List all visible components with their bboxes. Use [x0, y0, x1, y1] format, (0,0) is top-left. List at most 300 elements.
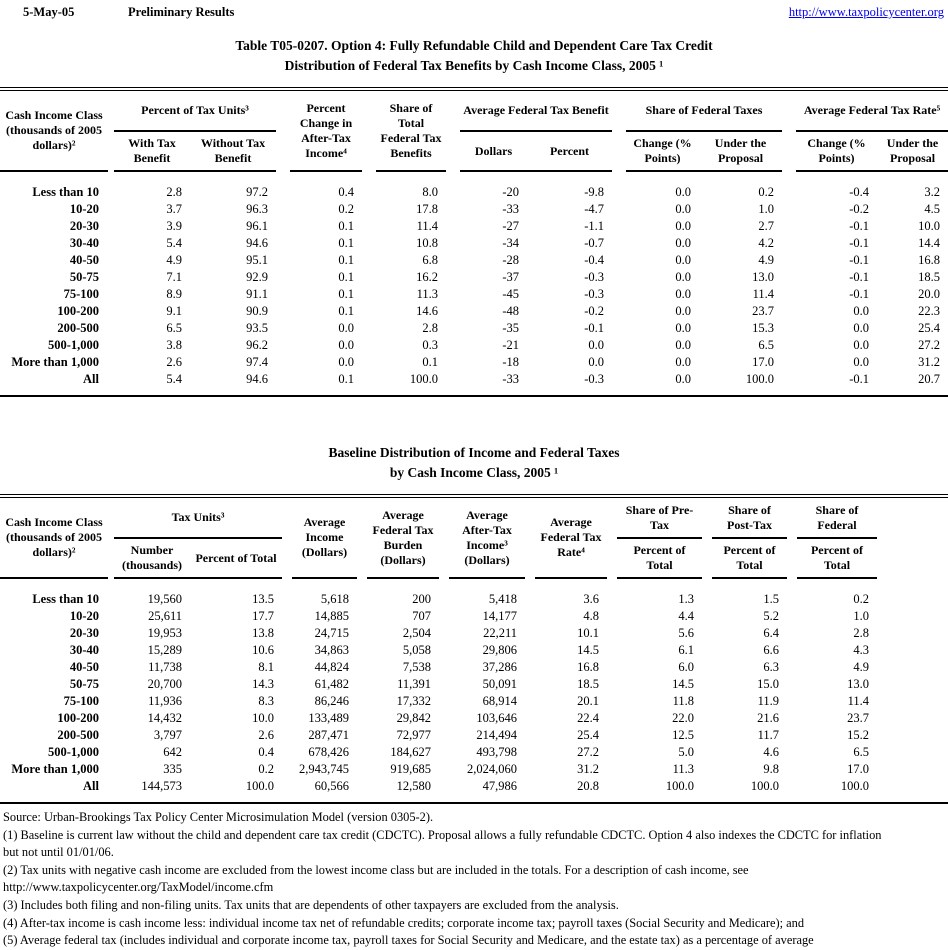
cell-value: 20.0	[918, 287, 941, 301]
spacer	[607, 498, 617, 578]
table-row	[0, 286, 948, 303]
spacer	[607, 710, 617, 727]
cell-value: 10.0	[918, 219, 941, 233]
page-header	[0, 5, 948, 23]
cell-value: 12,580	[396, 779, 431, 793]
cell-value: 25.4	[918, 321, 941, 335]
cell-value: 11.4	[847, 694, 869, 708]
cell-value: -27	[502, 219, 519, 233]
cell-value: 23.7	[847, 711, 869, 725]
spacer	[446, 269, 460, 286]
cell-value: 6.3	[763, 660, 779, 674]
col-header-income-class: Cash Income Class (thousands of 2005 dollars)²	[0, 498, 108, 578]
cell-value: 25.4	[577, 728, 599, 742]
cell-value: 2.6	[166, 355, 182, 369]
spacer	[357, 693, 367, 710]
spacer	[446, 286, 460, 303]
spacer	[607, 608, 617, 625]
cell-value: 11,738	[148, 660, 182, 674]
cell-value: 3.8	[166, 338, 182, 352]
table-row	[0, 744, 948, 761]
cell-value: -0.4	[849, 185, 870, 199]
spacer	[357, 642, 367, 659]
cell-value: 13.5	[252, 592, 274, 606]
row-label: 20-30	[69, 626, 99, 640]
col-header-avg-federal-tax-burden: Average Federal Tax Burden (Dollars)	[367, 498, 439, 578]
spacer	[782, 218, 796, 235]
spacer	[612, 218, 626, 235]
cell-value: 20.7	[918, 372, 941, 386]
cell-value: 0.0	[675, 219, 692, 233]
spacer	[612, 252, 626, 269]
spacer	[357, 727, 367, 744]
table-row	[0, 778, 948, 802]
spacer	[877, 608, 948, 625]
cell-value: 18.5	[577, 677, 599, 691]
cell-value: 11.9	[757, 694, 779, 708]
cell-value: 94.6	[246, 372, 268, 386]
spacer	[282, 498, 292, 578]
cell-value: -0.1	[849, 270, 870, 284]
spacer	[282, 625, 292, 642]
spacer	[362, 286, 376, 303]
spacer	[362, 91, 376, 171]
cell-value: 11,936	[148, 694, 182, 708]
cell-value: 61,482	[314, 677, 349, 691]
cell-value: -37	[502, 270, 519, 284]
cell-value: 97.2	[246, 185, 268, 199]
cell-value: 200	[412, 592, 431, 606]
cell-value: 31.2	[918, 355, 941, 369]
cell-value: 642	[163, 745, 182, 759]
spacer	[439, 642, 449, 659]
cell-value: 8.3	[258, 694, 274, 708]
spacer	[446, 303, 460, 320]
cell-value: 0.0	[338, 355, 354, 369]
spacer	[612, 320, 626, 337]
cell-value: -0.1	[849, 287, 870, 301]
spacer	[357, 676, 367, 693]
col-header-number-thousands: Number (thousands)	[114, 538, 190, 578]
cell-value: 100.0	[750, 779, 779, 793]
spacer	[612, 91, 626, 171]
cell-value: 4.6	[763, 745, 779, 759]
table-row	[0, 218, 948, 235]
spacer	[782, 354, 796, 371]
cell-value: 44,824	[314, 660, 349, 674]
table-row	[0, 676, 948, 693]
cell-value: -0.1	[849, 253, 870, 267]
spacer	[362, 235, 376, 252]
cell-value: 0.0	[588, 355, 605, 369]
cell-value: 6.5	[758, 338, 775, 352]
footnote-line: (1) Baseline is current law without the child and dependent care tax credit (CDCTC). Proposal allows a fully refundable CDCTC. Option 4 also indexes the CDCTC for inflation	[3, 827, 882, 842]
footnotes	[0, 809, 948, 950]
table-row	[0, 371, 948, 395]
footnote-line: http://www.taxpolicycenter.org/TaxModel/income.cfm	[3, 880, 274, 895]
col-group-share-pre-tax: Share of Pre-Tax	[617, 498, 702, 538]
cell-value: 6.4	[763, 626, 779, 640]
cell-value: 0.0	[675, 355, 692, 369]
row-label: All	[83, 372, 99, 386]
cell-value: 287,471	[308, 728, 349, 742]
cell-value: -0.3	[584, 270, 605, 284]
benefits-table-wrap	[0, 87, 948, 397]
cell-value: 22,211	[483, 626, 517, 640]
cell-value: 2.6	[258, 728, 274, 742]
table-row	[0, 337, 948, 354]
table-row	[0, 303, 948, 320]
spacer	[612, 171, 626, 201]
spacer	[362, 218, 376, 235]
cell-value: 22.0	[672, 711, 694, 725]
cell-value: 100.0	[745, 372, 775, 386]
row-label: 30-40	[69, 643, 99, 657]
row-label: Less than 10	[32, 185, 99, 199]
spacer	[877, 625, 948, 642]
col-header-avg-after-tax-income: Average After-Tax Income³ (Dollars)	[449, 498, 525, 578]
header-row-groups	[0, 498, 948, 538]
cell-value: 0.0	[675, 202, 692, 216]
cell-value: 90.9	[246, 304, 268, 318]
row-label: 10-20	[69, 202, 99, 216]
site-link[interactable]: http://www.taxpolicycenter.org	[788, 5, 944, 19]
cell-value: 16.8	[918, 253, 941, 267]
cell-value: 22.3	[918, 304, 941, 318]
cell-value: 0.0	[675, 185, 692, 199]
spacer	[439, 608, 449, 625]
cell-value: 0.0	[675, 338, 692, 352]
cell-value: 11.4	[752, 287, 775, 301]
spacer	[276, 371, 290, 395]
spacer	[439, 727, 449, 744]
cell-value: -18	[502, 355, 519, 369]
col-header-with-tax-benefit: With Tax Benefit	[114, 131, 190, 171]
spacer	[276, 218, 290, 235]
cell-value: 14,177	[482, 609, 517, 623]
cell-value: 4.8	[583, 609, 599, 623]
spacer	[276, 269, 290, 286]
spacer	[612, 354, 626, 371]
cell-value: 25,611	[148, 609, 182, 623]
col-header-under-proposal: Under the Proposal	[877, 131, 948, 171]
cell-value: 13.8	[252, 626, 274, 640]
cell-value: 92.9	[246, 270, 268, 284]
cell-value: 4.9	[758, 253, 775, 267]
spacer	[446, 320, 460, 337]
spacer	[607, 727, 617, 744]
cell-value: 20.8	[577, 779, 599, 793]
cell-value: 4.9	[853, 660, 869, 674]
cell-value: -0.1	[849, 236, 870, 250]
cell-value: 96.2	[246, 338, 268, 352]
spacer	[439, 778, 449, 802]
cell-value: 0.0	[675, 270, 692, 284]
spacer	[702, 642, 712, 659]
footnote-line: (3) Includes both filing and non-filing units. Tax units that are dependents of other taxpayers are excluded from the analysis.	[3, 897, 619, 912]
spacer	[787, 727, 797, 744]
cell-value: 4.3	[853, 643, 869, 657]
spacer	[782, 371, 796, 395]
col-header-income-class: Cash Income Class (thousands of 2005 dollars)²	[0, 91, 108, 171]
col-header-avg-income: Average Income (Dollars)	[292, 498, 357, 578]
spacer	[282, 710, 292, 727]
cell-value: 0.1	[338, 287, 354, 301]
col-header-change-points: Change (% Points)	[626, 131, 699, 171]
cell-value: 2.8	[422, 321, 438, 335]
cell-value: 12.5	[672, 728, 694, 742]
cell-value: 72,977	[396, 728, 431, 742]
spacer	[362, 303, 376, 320]
cell-value: 0.0	[588, 338, 605, 352]
cell-value: 0.4	[258, 745, 274, 759]
cell-value: 96.1	[246, 219, 268, 233]
spacer	[446, 337, 460, 354]
spacer	[787, 642, 797, 659]
spacer	[877, 498, 948, 578]
spacer	[782, 252, 796, 269]
cell-value: 20,700	[147, 677, 182, 691]
spacer	[877, 676, 948, 693]
cell-value: 6.0	[678, 660, 694, 674]
table-row	[0, 201, 948, 218]
cell-value: 31.2	[577, 762, 599, 776]
cell-value: -21	[502, 338, 519, 352]
cell-value: -33	[502, 202, 519, 216]
spacer	[607, 578, 617, 608]
cell-value: 50,091	[482, 677, 517, 691]
cell-value: 14,432	[147, 711, 182, 725]
baseline-table	[0, 498, 948, 802]
cell-value: 0.0	[675, 321, 692, 335]
cell-value: 144,573	[141, 779, 182, 793]
cell-value: 919,685	[390, 762, 431, 776]
cell-value: 2.8	[853, 626, 869, 640]
row-label: More than 1,000	[11, 355, 99, 369]
cell-value: -33	[502, 372, 519, 386]
spacer	[276, 337, 290, 354]
cell-value: 5.4	[166, 372, 182, 386]
footnote-line: (2) Tax units with negative cash income are excluded from the lowest income class but are included in the totals. For a description of cash income, see	[3, 862, 749, 877]
spacer	[702, 578, 712, 608]
footnote-line: but not until 01/01/06.	[3, 845, 114, 860]
cell-value: 4.4	[678, 609, 694, 623]
spacer	[446, 354, 460, 371]
spacer	[782, 235, 796, 252]
col-header-share-total-benefits: Share of Total Federal Tax Benefits	[376, 91, 446, 171]
cell-value: 100.0	[840, 779, 869, 793]
cell-value: 100.0	[665, 779, 694, 793]
spacer	[607, 642, 617, 659]
spacer	[525, 578, 535, 608]
cell-value: 0.1	[338, 253, 354, 267]
spacer	[607, 761, 617, 778]
spacer	[612, 337, 626, 354]
row-label: 40-50	[69, 660, 99, 674]
cell-value: 2.7	[758, 219, 775, 233]
cell-value: 14.5	[577, 643, 599, 657]
col-header-pct-change-after-tax: Percent Change in After-Tax Income⁴	[290, 91, 362, 171]
spacer	[782, 201, 796, 218]
header-row-sub	[0, 131, 948, 171]
cell-value: 707	[412, 609, 431, 623]
spacer	[612, 303, 626, 320]
col-header-change-points: Change (% Points)	[796, 131, 877, 171]
table-row	[0, 659, 948, 676]
col-header-percent-of-total: Percent of Total	[797, 538, 877, 578]
cell-value: 27.2	[918, 338, 941, 352]
spacer	[877, 744, 948, 761]
cell-value: 100.0	[409, 372, 438, 386]
cell-value: 2,943,745	[299, 762, 349, 776]
table1-title-line2: Distribution of Federal Tax Benefits by Cash Income Class, 2005 ¹	[284, 58, 664, 73]
table-row	[0, 269, 948, 286]
cell-value: 0.2	[758, 185, 775, 199]
cell-value: -0.2	[849, 202, 870, 216]
spacer	[362, 201, 376, 218]
col-header-without-tax-benefit: Without Tax Benefit	[190, 131, 276, 171]
cell-value: 14.3	[252, 677, 274, 691]
cell-value: 34,863	[314, 643, 349, 657]
spacer	[276, 354, 290, 371]
spacer	[702, 659, 712, 676]
cell-value: 8.0	[422, 185, 438, 199]
row-label: 50-75	[69, 270, 99, 284]
cell-value: 4.5	[924, 202, 941, 216]
cell-value: 2,504	[402, 626, 431, 640]
cell-value: 0.1	[422, 355, 438, 369]
table-row	[0, 171, 948, 201]
cell-value: -0.4	[584, 253, 605, 267]
status-label: Preliminary Results	[128, 5, 235, 19]
col-header-percent: Percent	[527, 131, 612, 171]
spacer	[525, 608, 535, 625]
spacer	[362, 171, 376, 201]
cell-value: 0.2	[258, 762, 274, 776]
date-label: 5-May-05	[23, 5, 75, 19]
spacer	[276, 303, 290, 320]
cell-value: 14.4	[918, 236, 941, 250]
spacer	[877, 778, 948, 802]
cell-value: 15.2	[847, 728, 869, 742]
cell-value: 1.0	[758, 202, 775, 216]
row-label: 200-500	[57, 321, 99, 335]
spacer	[282, 676, 292, 693]
cell-value: -20	[502, 185, 519, 199]
baseline-table-wrap	[0, 494, 948, 804]
cell-value: 17,332	[396, 694, 431, 708]
spacer	[612, 235, 626, 252]
cell-value: 14.6	[416, 304, 438, 318]
spacer	[439, 659, 449, 676]
spacer	[612, 371, 626, 395]
cell-value: 11.8	[672, 694, 694, 708]
table-row	[0, 761, 948, 778]
cell-value: 0.2	[853, 592, 869, 606]
cell-value: 7,538	[402, 660, 431, 674]
cell-value: 678,426	[308, 745, 349, 759]
row-label: 100-200	[57, 304, 99, 318]
spacer	[282, 608, 292, 625]
table-row	[0, 578, 948, 608]
spacer	[282, 744, 292, 761]
spacer	[276, 91, 290, 171]
cell-value: 22.4	[577, 711, 599, 725]
spacer	[787, 578, 797, 608]
footnote-line: (4) After-tax income is cash income less: individual income tax net of refundable credits; corporate income tax; payroll taxes (Social Security and Medicare); and	[3, 915, 805, 930]
cell-value: 0.0	[675, 253, 692, 267]
spacer	[702, 727, 712, 744]
cell-value: 0.0	[853, 355, 870, 369]
spacer	[439, 761, 449, 778]
col-header-avg-federal-tax-rate: Average Federal Tax Rate⁴	[535, 498, 607, 578]
spacer	[702, 761, 712, 778]
spacer	[439, 693, 449, 710]
cell-value: 4.2	[758, 236, 775, 250]
cell-value: 93.5	[246, 321, 268, 335]
spacer	[607, 693, 617, 710]
spacer	[357, 710, 367, 727]
header-row-groups	[0, 91, 948, 131]
cell-value: 10.8	[416, 236, 438, 250]
cell-value: 2.8	[166, 185, 182, 199]
cell-value: 14.5	[672, 677, 694, 691]
spacer	[525, 625, 535, 642]
spacer	[439, 710, 449, 727]
cell-value: 47,986	[482, 779, 517, 793]
cell-value: 0.1	[338, 219, 354, 233]
spacer	[276, 286, 290, 303]
spacer	[282, 778, 292, 802]
cell-value: 15,289	[147, 643, 182, 657]
spacer	[782, 91, 796, 171]
cell-value: 0.0	[338, 338, 354, 352]
cell-value: 0.0	[675, 304, 692, 318]
cell-value: 60,566	[314, 779, 349, 793]
spacer	[357, 744, 367, 761]
col-header-percent-of-total: Percent of Total	[712, 538, 787, 578]
cell-value: 0.2	[338, 202, 354, 216]
spacer	[446, 252, 460, 269]
cell-value: 8.9	[166, 287, 182, 301]
col-header-under-proposal: Under the Proposal	[699, 131, 782, 171]
cell-value: -9.8	[584, 185, 605, 199]
cell-value: -34	[502, 236, 519, 250]
spacer	[877, 642, 948, 659]
cell-value: 97.4	[246, 355, 268, 369]
cell-value: 96.3	[246, 202, 268, 216]
spacer	[877, 761, 948, 778]
spacer	[525, 778, 535, 802]
spacer	[787, 761, 797, 778]
spacer	[782, 303, 796, 320]
footnote-line: (5) Average federal tax (includes individual and corporate income tax, payroll taxes for Social Security and Medicare, and the estate tax) as a percentage of average	[3, 933, 814, 948]
col-group-share-federal-taxes: Share of Federal Taxes	[626, 91, 782, 131]
cell-value: 86,246	[314, 694, 349, 708]
spacer	[357, 659, 367, 676]
cell-value: 11.3	[416, 287, 438, 301]
table-row	[0, 252, 948, 269]
spacer	[612, 201, 626, 218]
cell-value: 29,842	[396, 711, 431, 725]
cell-value: 0.1	[338, 270, 354, 284]
col-group-tax-units: Tax Units³	[114, 498, 282, 538]
cell-value: -0.3	[584, 372, 605, 386]
cell-value: 0.1	[338, 236, 354, 250]
spacer	[877, 693, 948, 710]
col-header-percent-of-total: Percent of Total	[617, 538, 702, 578]
cell-value: 15.3	[752, 321, 775, 335]
